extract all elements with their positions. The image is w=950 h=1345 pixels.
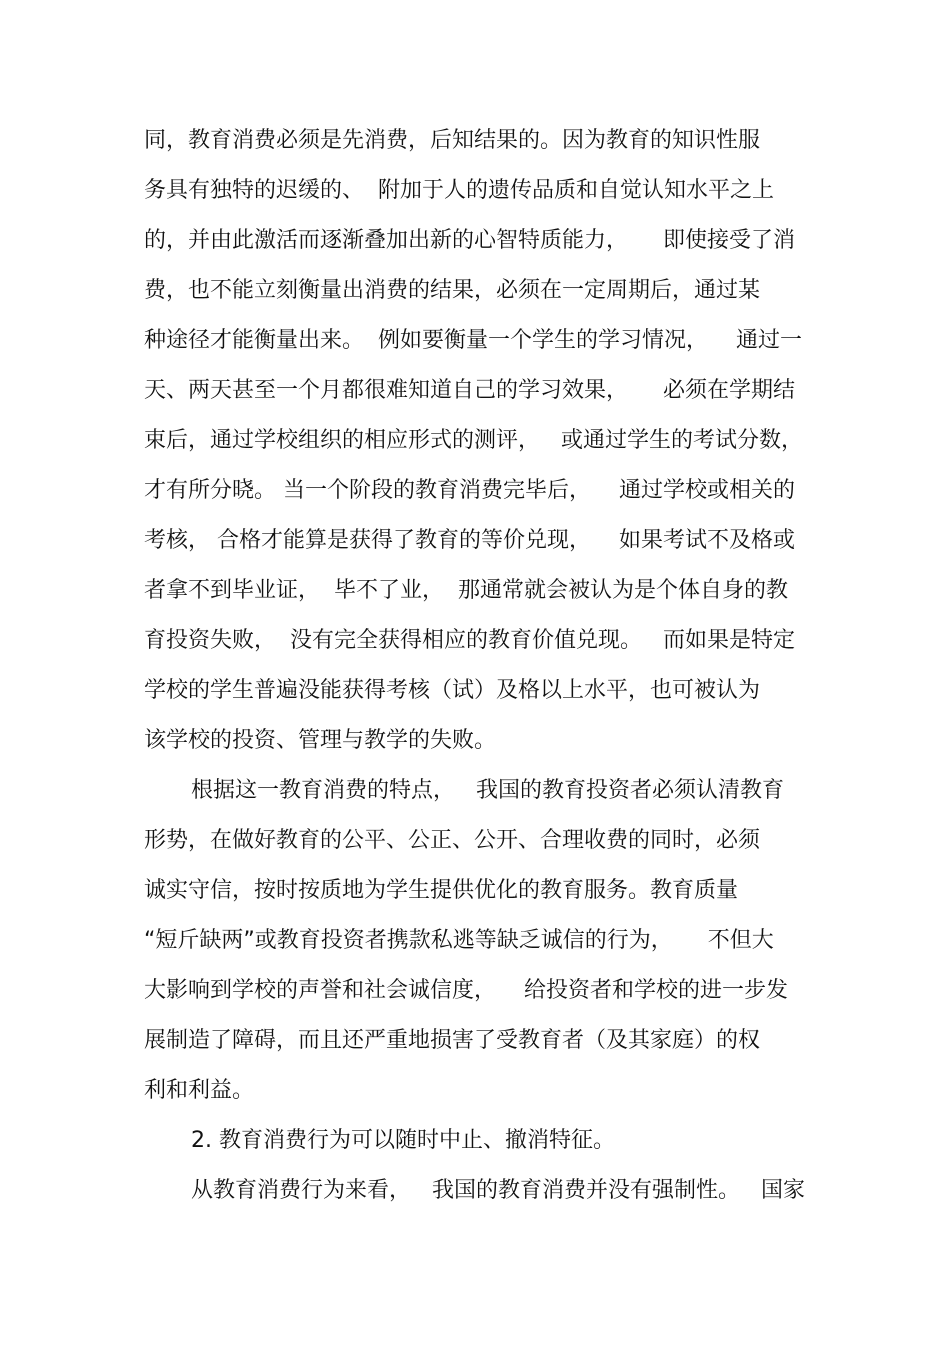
- text-line: 费，也不能立刻衡量出消费的结果，必须在一定周期后，通过某: [144, 278, 761, 303]
- text-line: 学校的学生普遍没能获得考核（试）及格以上水平，也可被认为: [144, 678, 761, 703]
- text-line: 2. 教育消费行为可以随时中止、撤消特征。: [191, 1128, 615, 1153]
- text-line: 束后，通过学校组织的相应形式的测评， 或通过学生的考试分数，: [144, 428, 803, 453]
- text-line: 的，并由此激活而逐渐叠加出新的心智特质能力， 即使接受了消: [144, 228, 795, 253]
- text-line: 者拿不到毕业证， 毕不了业， 那通常就会被认为是个体自身的教: [144, 578, 788, 603]
- text-line: 展制造了障碍，而且还严重地损害了受教育者（及其家庭）的权: [144, 1028, 761, 1053]
- text-line: 该学校的投资、管理与教学的失败。: [144, 728, 497, 753]
- text-line: 才有所分晓。 当一个阶段的教育消费完毕后， 通过学校或相关的: [144, 478, 795, 503]
- text-line: “短斤缺两”或教育投资者携款私逃等缺乏诚信的行为， 不但大: [144, 928, 774, 953]
- text-line: 根据这一教育消费的特点， 我国的教育投资者必须认清教育: [191, 778, 784, 803]
- body-text: [144, 121, 814, 1221]
- text-line: 种途径才能衡量出来。 例如要衡量一个学生的学习情况， 通过一: [144, 328, 802, 353]
- text-line: 务具有独特的迟缓的、 附加于人的遗传品质和自觉认知水平之上: [144, 178, 774, 203]
- text-line: 考核， 合格才能算是获得了教育的等价兑现， 如果考试不及格或: [144, 528, 795, 553]
- text-line: 诚实守信，按时按质地为学生提供优化的教育服务。教育质量: [144, 878, 739, 903]
- text-line: 形势，在做好教育的公平、公正、公开、合理收费的同时，必须: [144, 828, 761, 853]
- text-line: 同，教育消费必须是先消费，后知结果的。因为教育的知识性服: [144, 128, 761, 153]
- text-line: 天、两天甚至一个月都很难知道自己的学习效果， 必须在学期结: [144, 378, 795, 403]
- text-line: 从教育消费行为来看， 我国的教育消费并没有强制性。 国家: [191, 1178, 805, 1203]
- text-line: 育投资失败， 没有完全获得相应的教育价值兑现。 而如果是特定: [144, 628, 795, 653]
- text-line: 利和利益。: [144, 1078, 255, 1103]
- text-line: 大影响到学校的声誉和社会诚信度， 给投资者和学校的进一步发: [144, 978, 788, 1003]
